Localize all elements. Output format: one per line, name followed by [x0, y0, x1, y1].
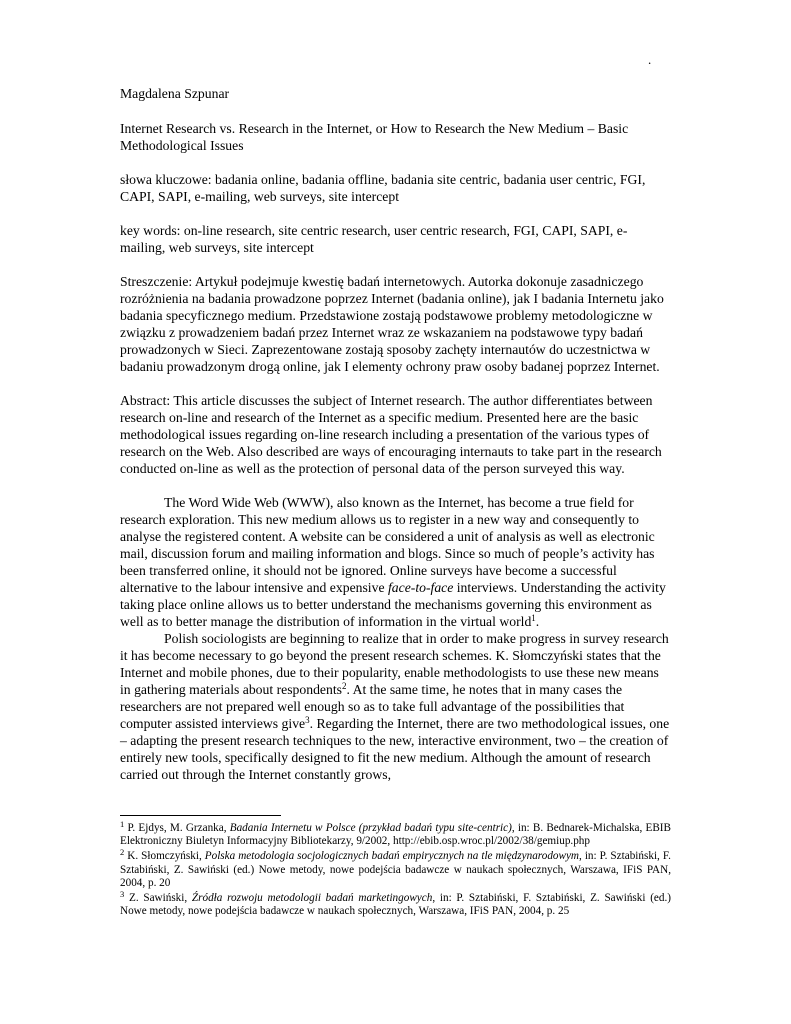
- footnote-ref-3: 3: [305, 715, 310, 725]
- footnote-number: 2: [120, 847, 125, 858]
- footnote-text: K. Słomczyński,: [124, 850, 205, 863]
- para2-text-b: . At the same time, he notes that in many cases the researchers are not prepared well enough so as to take full advantage of the possibilities that computer assisted interviews give: [120, 682, 625, 731]
- footnote-title: Źródła rozwoju metodologii badań marketingowych: [191, 892, 433, 905]
- para1-emphasis: face-to-face: [387, 580, 454, 595]
- page-mark: .: [648, 52, 652, 67]
- footnote-title: Polska metodologia socjologicznych badań empirycznych na tle międzynarodowym: [204, 850, 580, 863]
- abstract-english: Abstract: This article discusses the subject of Internet research. The author differentiates between research on-line and research of the Internet as a specific medium. Presented here are the basic methodological issues regarding on-line research including a presentation of the various types of research on the Web. Also described are ways of encouraging internauts to take part in the research conducted on-line as well as the protection of personal data of the person surveyed this way.: [120, 393, 662, 476]
- footnote-source: , in: B. Bednarek-Michalska, EBIB Elektroniczny Biuletyn Informacyjny Bibliotekarzy, 9/2002, http://ebib.osp.wroc.pl/2002/38/gemiup.php: [120, 822, 671, 848]
- abstract-polish: Streszczenie: Artykuł podejmuje kwestię badań internetowych. Autorka dokonuje zasadniczego rozróżnienia na badania prowadzone poprzez Internet (badania online), jak I badania Internetu jako badania specyficznego medium. Przedstawione zostają podstawowe problemy metodologiczne w związku z prowadzeniem badań przez Internet wraz ze wskazaniem na podstawowe typy badań prowadzonych w Sieci. Zaprezentowane zostają sposoby zachęty internautów do uczestnictwa w badaniu prowadzonym drogą online, jak I elementy ochrony praw osoby badanej poprzez Internet.: [120, 274, 664, 374]
- footnote-title: Badania Internetu w Polsce (przykład badań typu site-centric): [229, 822, 512, 834]
- body-paragraph-2: [120, 630, 671, 783]
- para1-text-b: interviews. Understanding the activity taking place online allows us to better understand the mechanisms governing this environment as well as to better manage the distribution of information in the virtual world: [120, 580, 666, 629]
- footnote-2: [120, 847, 671, 890]
- footnote-source: , in: P. Sztabiński, F. Sztabiński, Z. Sawiński (ed.) Nowe metody, nowe podejścia badawcze w naukach społecznych, Warszawa, IFiS PAN, 2004, p. 20: [120, 850, 671, 889]
- footnote-source: , in: P. Sztabiński, F. Sztabiński, Z. Sawiński (ed.) Nowe metody, nowe podejścia badawcze w naukach społecznych, Warszawa, IFiS PAN, 2004, p. 25: [120, 892, 672, 918]
- article-body: [120, 85, 671, 783]
- footnote-text: P. Ejdys, M. Grzanka,: [124, 822, 230, 834]
- footnote-ref-2: 2: [341, 681, 347, 691]
- article-title: Internet Research vs. Research in the Internet, or How to Research the New Medium – Basic Methodological Issues: [120, 121, 629, 153]
- footnote-3: [120, 889, 672, 918]
- footnote-ref-1: 1: [531, 613, 536, 623]
- keywords-english: key words: on-line research, site centric research, user centric research, FGI, CAPI, SAPI, e-mailing, web surveys, site intercept: [120, 223, 628, 255]
- para2-text-a: Polish sociologists are beginning to realize that in order to make progress in survey research it has become necessary to go beyond the present research schemes. K. Słomczyński states that the Internet and mobile phones, due to their popularity, enable methodologists to use these new means in gathering materials about respondents: [120, 631, 669, 697]
- para2-text-c: . Regarding the Internet, there are two methodological issues, one – adapting the present research techniques to the new, interactive environment, two – the creation of entirely new tools, specifically designed to fit the new medium. Although the amount of research carried out through the Internet constantly grows,: [120, 716, 670, 782]
- body-paragraph-1: [120, 494, 671, 630]
- footnote-1: [120, 819, 671, 848]
- footnote-number: 3: [120, 889, 125, 900]
- keywords-polish: słowa kluczowe: badania online, badania offline, badania site centric, badania user centric, FGI, CAPI, SAPI, e-mailing, web surveys, site intercept: [120, 172, 646, 204]
- footnotes: [120, 819, 672, 920]
- footnote-number: 1: [120, 819, 125, 829]
- author-name: Magdalena Szpunar: [120, 86, 230, 101]
- footnote-text: Z. Sawiński,: [124, 892, 192, 905]
- footnote-separator: [120, 815, 281, 816]
- para1-text-a: The Word Wide Web (WWW), also known as the Internet, has become a true field for research exploration. This new medium allows us to register in a new way and consequently to analyse the registered content. A website can be considered a unit of analysis as well as electronic mail, discussion forum and mailing information and blogs. Since so much of people’s activity has been transferred online, it should not be ignored. Online surveys have become a successful alternative to the labour intensive and expensive: [120, 495, 655, 595]
- para1-text-c: .: [535, 614, 540, 629]
